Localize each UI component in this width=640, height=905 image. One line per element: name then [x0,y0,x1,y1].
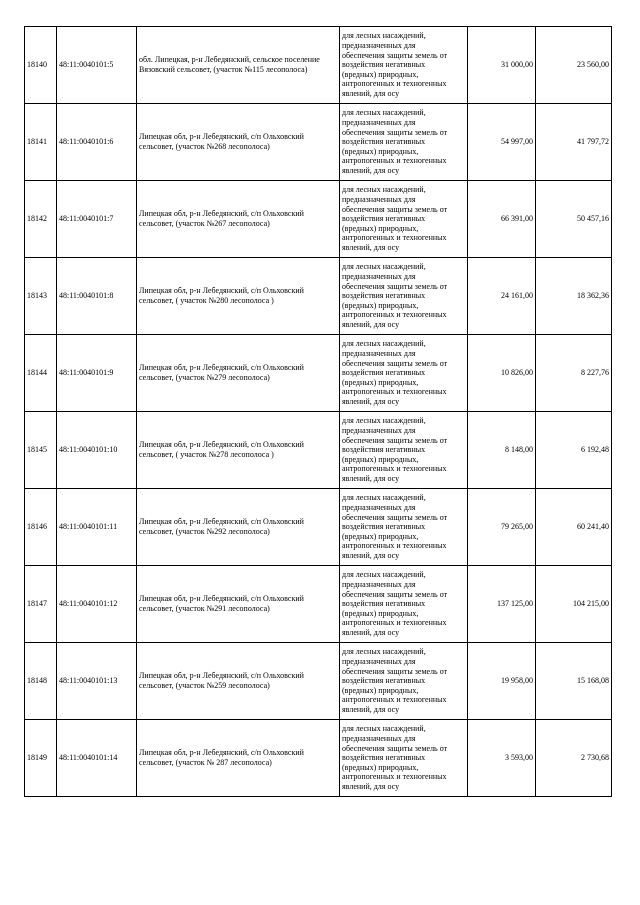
land-purpose-cell: для лесных насаждений, предназначенных для обеспечения защиты земель от воздействия негативных (вредных) природных, антропогенных и техногенных явлений, для осу [340,104,468,181]
address-cell: Липецкая обл, р-н Лебедянский, с/п Ольховский сельсовет, ( участок №280 лесополоса ) [137,258,340,335]
cadastral-number-cell: 48:11:0040101:5 [57,27,137,104]
address-cell: Липецкая обл, р-н Лебедянский, с/п Ольховский сельсовет, (участок №279 лесополоса) [137,335,340,412]
row-number-cell: 18143 [25,258,57,335]
table-row [25,335,612,412]
table-row [25,643,612,720]
row-number-cell: 18146 [25,489,57,566]
row-number-cell: 18140 [25,27,57,104]
cadastral-value-cell: 3 593,00 [468,720,536,797]
value-cell: 50 457,16 [536,181,612,258]
land-purpose-cell: для лесных насаждений, предназначенных для обеспечения защиты земель от воздействия негативных (вредных) природных, антропогенных и техногенных явлений, для осу [340,412,468,489]
address-cell: Липецкая обл, р-н Лебедянский, с/п Ольховский сельсовет, ( участок №278 лесополоса ) [137,412,340,489]
land-purpose-cell: для лесных насаждений, предназначенных для обеспечения защиты земель от воздействия негативных (вредных) природных, антропогенных и техногенных явлений, для осу [340,720,468,797]
cadastral-number-cell: 48:11:0040101:9 [57,335,137,412]
value-cell: 15 168,08 [536,643,612,720]
address-cell: Липецкая обл, р-н Лебедянский, с/п Ольховский сельсовет, (участок №268 лесополоса) [137,104,340,181]
cadastral-number-cell: 48:11:0040101:13 [57,643,137,720]
cadastral-value-cell: 10 826,00 [468,335,536,412]
address-cell: Липецкая обл, р-н Лебедянский, с/п Ольховский сельсовет, (участок №291 лесополоса) [137,566,340,643]
address-cell: Липецкая обл, р-н Лебедянский, с/п Ольховский сельсовет, (участок № 287 лесополоса) [137,720,340,797]
cadastral-value-cell: 66 391,00 [468,181,536,258]
row-number-cell: 18145 [25,412,57,489]
table-body [25,27,612,797]
value-cell: 60 241,40 [536,489,612,566]
table-row [25,181,612,258]
row-number-cell: 18141 [25,104,57,181]
cadastral-number-cell: 48:11:0040101:10 [57,412,137,489]
cadastral-number-cell: 48:11:0040101:14 [57,720,137,797]
table-row [25,412,612,489]
cadastral-number-cell: 48:11:0040101:8 [57,258,137,335]
address-cell: Липецкая обл, р-н Лебедянский, с/п Ольховский сельсовет, (участок №292 лесополоса) [137,489,340,566]
value-cell: 6 192,48 [536,412,612,489]
cadastral-value-cell: 8 148,00 [468,412,536,489]
value-cell: 2 730,68 [536,720,612,797]
cadastral-value-cell: 79 265,00 [468,489,536,566]
row-number-cell: 18144 [25,335,57,412]
address-cell: Липецкая обл, р-н Лебедянский, с/п Ольховский сельсовет, (участок №259 лесополоса) [137,643,340,720]
cadastral-value-cell: 24 161,00 [468,258,536,335]
cadastral-number-cell: 48:11:0040101:7 [57,181,137,258]
value-cell: 104 215,00 [536,566,612,643]
cadastral-number-cell: 48:11:0040101:12 [57,566,137,643]
value-cell: 23 560,00 [536,27,612,104]
land-purpose-cell: для лесных насаждений, предназначенных для обеспечения защиты земель от воздействия негативных (вредных) природных, антропогенных и техногенных явлений, для осу [340,181,468,258]
value-cell: 41 797,72 [536,104,612,181]
land-purpose-cell: для лесных насаждений, предназначенных для обеспечения защиты земель от воздействия негативных (вредных) природных, антропогенных и техногенных явлений, для осу [340,27,468,104]
cadastral-number-cell: 48:11:0040101:11 [57,489,137,566]
address-cell: Липецкая обл, р-н Лебедянский, с/п Ольховский сельсовет, (участок №267 лесополоса) [137,181,340,258]
cadastral-value-cell: 19 958,00 [468,643,536,720]
table-row [25,258,612,335]
cadastral-value-cell: 31 000,00 [468,27,536,104]
land-purpose-cell: для лесных насаждений, предназначенных для обеспечения защиты земель от воздействия негативных (вредных) природных, антропогенных и техногенных явлений, для осу [340,335,468,412]
land-registry-table [24,26,612,797]
land-purpose-cell: для лесных насаждений, предназначенных для обеспечения защиты земель от воздействия негативных (вредных) природных, антропогенных и техногенных явлений, для осу [340,489,468,566]
table-row [25,104,612,181]
table-row [25,720,612,797]
row-number-cell: 18147 [25,566,57,643]
cadastral-number-cell: 48:11:0040101:6 [57,104,137,181]
table-row [25,489,612,566]
cadastral-value-cell: 137 125,00 [468,566,536,643]
address-cell: обл. Липецкая, р-н Лебедянский, сельское поселение Вязовский сельсовет, (участок №115 лесополоса) [137,27,340,104]
row-number-cell: 18148 [25,643,57,720]
row-number-cell: 18149 [25,720,57,797]
land-purpose-cell: для лесных насаждений, предназначенных для обеспечения защиты земель от воздействия негативных (вредных) природных, антропогенных и техногенных явлений, для осу [340,643,468,720]
table-row [25,566,612,643]
table-row [25,27,612,104]
land-purpose-cell: для лесных насаждений, предназначенных для обеспечения защиты земель от воздействия негативных (вредных) природных, антропогенных и техногенных явлений, для осу [340,258,468,335]
row-number-cell: 18142 [25,181,57,258]
land-purpose-cell: для лесных насаждений, предназначенных для обеспечения защиты земель от воздействия негативных (вредных) природных, антропогенных и техногенных явлений, для осу [340,566,468,643]
value-cell: 18 362,36 [536,258,612,335]
value-cell: 8 227,76 [536,335,612,412]
cadastral-value-cell: 54 997,00 [468,104,536,181]
